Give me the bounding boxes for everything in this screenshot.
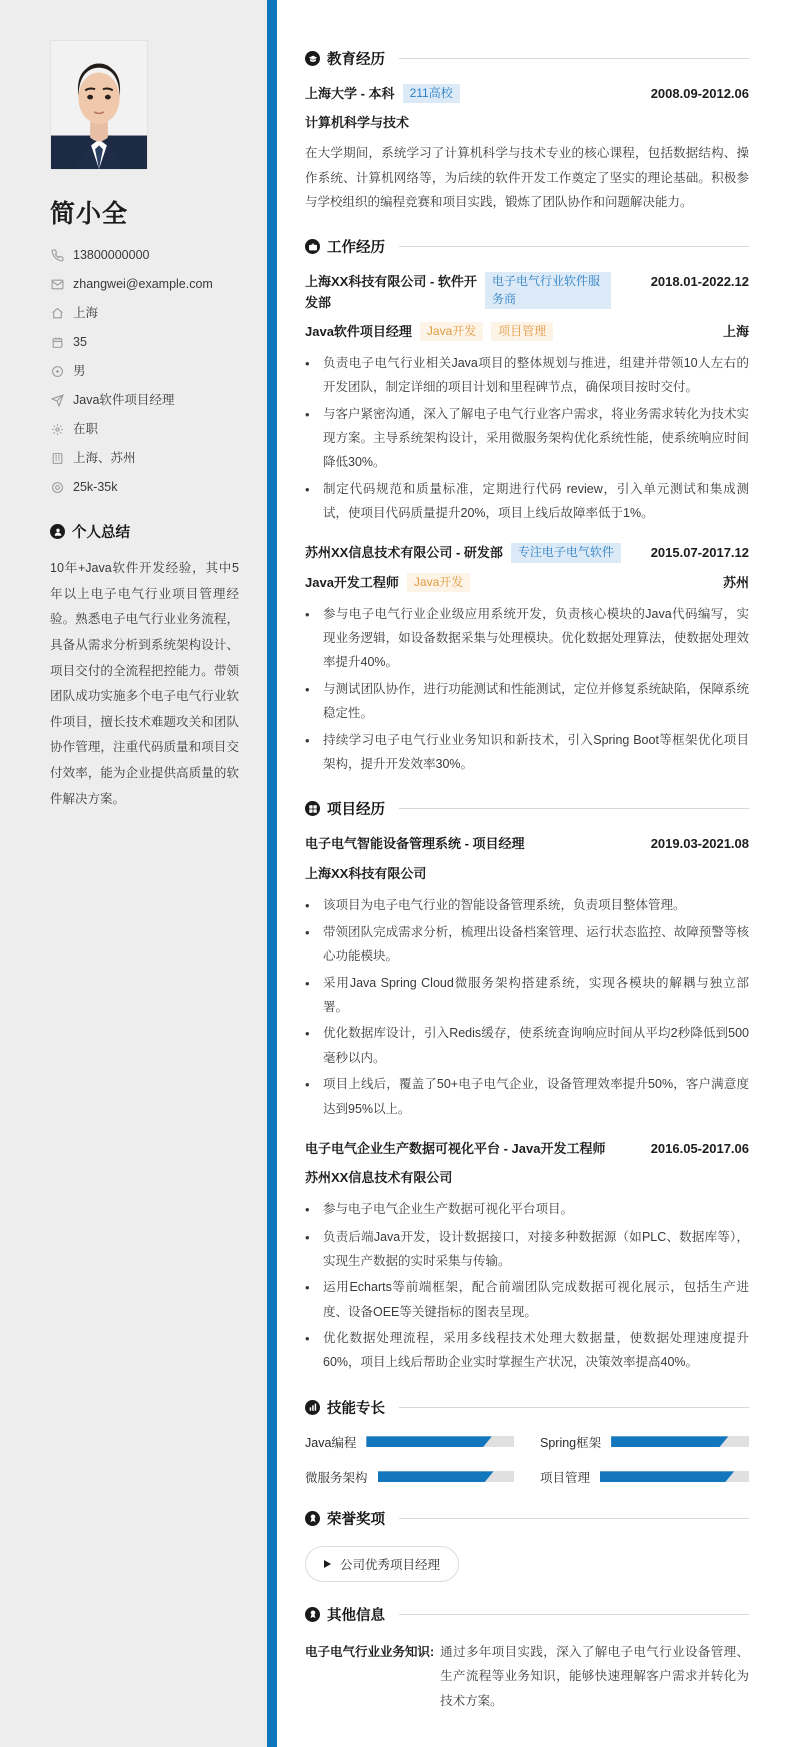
work-bullets [305,351,749,526]
work-role-tag: Java开发 [407,573,470,592]
bullet-item [305,1275,749,1324]
home-icon [50,307,64,321]
skill-label: Java编程 [305,1435,357,1450]
work-role-left [305,322,713,342]
bullet-text: 该项目为电子电气行业的智能设备管理系统，负责项目整体管理。 [323,897,686,912]
bullet-item [305,1021,749,1070]
work-date: 2015.07-2017.12 [650,545,749,561]
main-content [277,0,794,1747]
bullet-text: 负责电子电气行业相关Java项目的整体规划与推进，组建并带领10人左右的开发团队，制定详细的项目计划和里程碑节点，确保项目按时交付。 [323,355,749,395]
bullet-item [305,477,749,526]
contact-email-value: zhangwei@example.com [73,277,213,291]
bullet-text: 负责后端Java开发，设计数据接口，对接多种数据源（如PLC、数据库等），实现生产数据的实时采集与传输。 [323,1229,749,1268]
skills-header [305,1397,749,1418]
contact-salary [50,480,239,495]
project-company: 上海XX科技有限公司 [305,865,427,881]
graduation-cap-icon [305,51,320,66]
projects-title: 项目经历 [327,802,385,819]
project-company: 苏州XX信息技术有限公司 [305,1170,453,1186]
bullet-dot: • [305,1331,310,1347]
bullet-item [305,602,749,675]
skill-label: Spring框架 [540,1435,602,1450]
bullet-dot: • [305,1229,310,1245]
person-icon [50,524,65,539]
play-triangle-icon [324,1560,331,1568]
work-entry [305,272,749,525]
skill-fill [366,1436,491,1447]
skill-fill [611,1436,728,1447]
phone-icon [50,249,64,263]
bullet-item [305,920,749,969]
education-description: 在大学期间，系统学习了计算机科学与技术专业的核心课程，包括数据结构、操作系统、计算机网络等，为后续的软件开发工作奠定了坚实的理论基础。积极参与学校组织的编程竞赛和项目实践，锻炼了团队协作和问题解决能力。 [305,146,749,210]
bullet-text: 带领团队完成需求分析，梳理出设备档案管理、运行状态监控、故障预警等核心功能模块。 [323,924,749,964]
skill-item [540,1468,749,1486]
bullet-text: 与客户紧密沟通，深入了解电子电气行业客户需求，将业务需求转化为技术实现方案。主导系统架构设计，采用微服务架构优化系统性能，使系统响应时间降低30%。 [323,406,749,470]
work-role: Java软件项目经理 [305,323,412,339]
contact-email [50,277,239,292]
contact-position [50,393,239,408]
work-company-tag: 电子电气行业软件服务商 [485,272,611,309]
contact-gender [50,364,239,379]
bullet-dot: • [305,681,310,697]
bullet-dot: • [305,975,310,991]
section-honors [305,1508,749,1582]
work-entry-left [305,272,641,312]
project-entry [305,834,749,1121]
bullet-dot: • [305,924,310,940]
work-bullets [305,602,749,777]
work-entry-head [305,272,749,312]
bullet-text: 与测试团队协作，进行功能测试和性能测试，定位并修复系统缺陷，保障系统稳定性。 [323,681,749,721]
skill-track [600,1471,749,1482]
work-location: 苏州 [722,574,749,590]
education-header [305,48,749,69]
skill-label: 微服务架构 [305,1470,368,1485]
bullet-dot: • [305,606,310,622]
skills-grid [305,1433,749,1486]
honor-item[interactable] [305,1546,459,1582]
gender-icon [50,365,64,379]
work-role-row [305,322,749,342]
projects-header [305,798,749,819]
work-entry [305,543,749,776]
bullet-text: 运用Echarts等前端框架，配合前端团队完成数据可视化展示，包括生产进度、设备OEE等关键指标的图表呈现。 [323,1280,749,1319]
bullet-dot: • [305,1280,310,1296]
gear-icon [50,423,64,437]
section-projects [305,798,749,1375]
bullet-dot: • [305,481,310,497]
bullet-text: 制定代码规范和质量标准，定期进行代码 review，引入单元测试和集成测试，使项目代码质量提升20%，项目上线后故障率低于1%。 [323,481,749,521]
skill-track [366,1436,514,1447]
work-role-left [305,573,713,593]
summary-text: 10年+Java软件开发经验，其中5年以上电子电气行业项目管理经验。熟悉电子电气行业业务流程，具备从需求分析到系统架构设计、项目交付的全流程把控能力。带领团队成功实施多个电子电气行业软件项目，擅长技术难题攻关和团队协作管理，注重代码质量和项目交付效率，能为企业提供高质量的软件解决方案。 [50,561,239,806]
contact-gender-value: 男 [73,364,86,378]
bullet-item [305,351,749,400]
mail-icon [50,278,64,292]
bullet-text: 项目上线后，覆盖了50+电子电气企业，设备管理效率提升50%，客户满意度达到95%以上。 [323,1077,749,1116]
bullet-dot: • [305,355,310,371]
bar-chart-icon [305,1400,320,1415]
work-title: 工作经历 [327,240,385,257]
education-entry-head [305,84,749,104]
bullet-text: 采用Java Spring Cloud微服务架构搭建系统，实现各模块的解耦与独立部署。 [323,975,749,1015]
contact-age [50,335,239,350]
bullet-item [305,677,749,726]
education-title: 教育经历 [327,52,385,68]
person-name: 简小全 [50,200,129,228]
bullet-item [305,1326,749,1375]
building-icon [50,452,64,466]
skill-track [611,1436,749,1447]
skill-item [305,1468,514,1486]
work-company-tag: 专注电子电气软件 [511,543,621,562]
honors-header [305,1508,749,1529]
education-date: 2008.09-2012.06 [650,86,749,101]
profile-photo [50,40,148,170]
skill-track [378,1471,514,1482]
work-header [305,236,749,257]
bullet-dot: • [305,1202,310,1218]
contact-city [50,306,239,321]
work-role-tag: Java开发 [420,322,483,341]
summary-section-title [50,521,239,542]
other-info-key: 电子电气行业业务知识: [305,1644,435,1659]
education-school: 上海大学 - 本科 [305,86,395,101]
work-role: Java开发工程师 [305,574,399,590]
contact-phone [50,248,239,263]
other-info-header [305,1604,749,1625]
bullet-dot: • [305,732,310,748]
bullet-item [305,728,749,777]
divider [399,246,749,247]
bullet-text: 参与电子电气行业企业级应用系统开发，负责核心模块的Java代码编写，实现业务逻辑，如设备数据采集与处理模块。优化数据处理算法，使数据处理效率提升40%。 [323,606,749,670]
bullet-item [305,893,749,918]
briefcase-icon [305,239,320,254]
work-company: 苏州XX信息技术有限公司 - 研发部 [305,545,503,561]
project-name: 电子电气智能设备管理系统 - 项目经理 [305,836,525,852]
divider [399,58,749,59]
sidebar [0,0,267,1747]
bullet-text: 优化数据库设计，引入Redis缓存，使系统查询响应时间从平均2秒降低到500毫秒以内。 [323,1026,749,1065]
skill-fill [378,1471,494,1482]
project-entry-head [305,834,749,854]
award-icon [305,1607,320,1622]
bullet-item [305,402,749,475]
education-entry-left [305,84,641,104]
honor-label: 公司优秀项目经理 [340,1557,441,1572]
contact-phone-value: 13800000000 [73,248,150,262]
bullet-dot: • [305,897,310,913]
contact-status-value: 在职 [73,422,99,436]
other-info-value: 通过多年项目实践，深入了解电子电气行业设备管理、生产流程等业务知识，能够快速理解客户需求并转化为技术方案。 [440,1644,749,1708]
bullet-text: 优化数据处理流程，采用多线程技术处理大数据量，使数据处理速度提升60%，项目上线后帮助企业实时掌握生产状况，决策效率提高40%。 [323,1331,749,1370]
contact-work-city [50,451,239,466]
project-date: 2016.05-2017.06 [650,1140,749,1156]
skills-title: 技能专长 [327,1400,385,1417]
divider [399,1407,749,1408]
section-work [305,236,749,776]
work-role-tag: 项目管理 [491,322,553,341]
accent-bar [267,0,277,1747]
bullet-dot: • [305,406,310,422]
section-education [305,48,749,214]
contact-age-value: 35 [73,335,87,349]
bullet-text: 参与电子电气企业生产数据可视化平台项目。 [323,1202,574,1217]
award-icon [305,1511,320,1526]
money-icon [50,481,64,495]
project-entry-head [305,1139,749,1159]
contact-city-value: 上海 [73,306,99,320]
bullet-item [305,1197,749,1222]
bullet-item [305,1072,749,1121]
project-name: 电子电气企业生产数据可视化平台 - Java开发工程师 [305,1140,606,1156]
divider [399,1518,749,1519]
bullet-dot: • [305,1026,310,1042]
section-other-info [305,1604,749,1713]
project-entry [305,1139,749,1375]
honors-title: 荣誉奖项 [327,1511,385,1528]
work-location: 上海 [722,323,749,339]
contact-work-city-value: 上海、苏州 [73,451,136,465]
contact-position-value: Java软件项目经理 [73,393,175,407]
bullet-item [305,971,749,1020]
education-major: 计算机科学与技术 [305,115,410,131]
work-entry-left [305,543,641,563]
contact-status [50,422,239,437]
paper-plane-icon [50,394,64,408]
work-company: 上海XX科技有限公司 - 软件开发部 [305,274,477,310]
skill-label: 项目管理 [540,1470,591,1485]
project-bullets [305,893,749,1121]
other-info-title: 其他信息 [327,1607,385,1624]
skill-item [305,1433,514,1451]
summary-title-text: 个人总结 [72,525,130,541]
contact-salary-value: 25k-35k [73,480,118,494]
work-date: 2018.01-2022.12 [650,274,749,290]
bullet-dot: • [305,1077,310,1093]
project-bullets [305,1197,749,1375]
contact-list [50,248,239,495]
bullet-item [305,1225,749,1274]
bullet-text: 持续学习电子电气行业业务知识和新技术，引入Spring Boot等框架优化项目架构，提升开发效率30%。 [323,732,749,771]
divider [399,1614,749,1615]
other-info-row [305,1640,749,1713]
work-entry-head [305,543,749,563]
grid-icon [305,801,320,816]
education-tag: 211高校 [403,84,460,103]
education-entry [305,84,749,214]
skill-fill [600,1471,734,1482]
project-date: 2019.03-2021.08 [650,836,749,852]
work-role-row [305,573,749,593]
calendar-icon [50,336,64,350]
section-skills [305,1397,749,1486]
divider [399,808,749,809]
skill-item [540,1433,749,1451]
